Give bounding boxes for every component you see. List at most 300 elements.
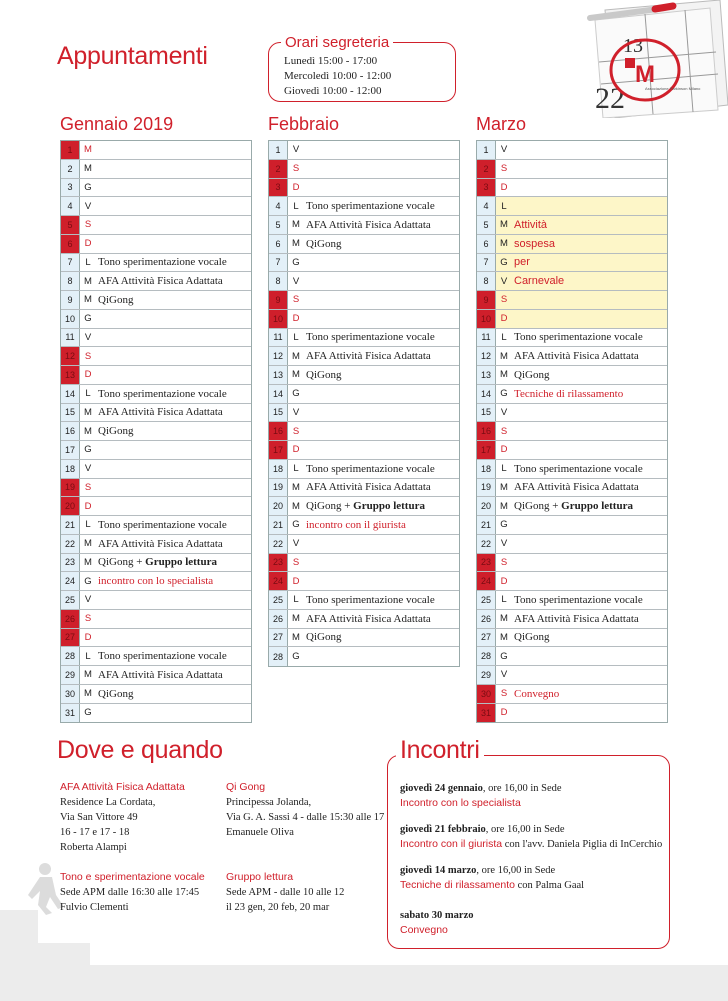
day-letter: V bbox=[292, 275, 300, 287]
day-event bbox=[96, 556, 217, 568]
day-letter: L bbox=[501, 463, 507, 475]
day-number: 5 bbox=[61, 216, 80, 234]
day-number: 6 bbox=[477, 235, 496, 253]
event-text: Tono sperimentazione vocale bbox=[306, 331, 435, 344]
info-line: Fulvio Clementi bbox=[60, 902, 129, 913]
day-event bbox=[512, 594, 643, 606]
day-letter: V bbox=[292, 406, 300, 418]
day-number: 27 bbox=[477, 629, 496, 647]
event-text: Tono sperimentazione vocale bbox=[514, 593, 643, 606]
day-number: 23 bbox=[477, 554, 496, 572]
day-letter: D bbox=[292, 444, 300, 456]
calendar-day-row bbox=[61, 441, 251, 460]
day-event bbox=[512, 369, 549, 381]
event-bold-text: Gruppo lettura bbox=[353, 500, 425, 513]
day-letter: G bbox=[84, 181, 92, 193]
meeting-item bbox=[400, 864, 584, 893]
day-number: 28 bbox=[269, 647, 288, 666]
event-bold-text: Gruppo lettura bbox=[561, 500, 633, 513]
calendar-day-row bbox=[269, 347, 459, 366]
day-number: 18 bbox=[269, 460, 288, 478]
calendar-day-row bbox=[477, 141, 667, 160]
day-number: 26 bbox=[269, 610, 288, 628]
info-line: Roberta Alampi bbox=[60, 842, 127, 853]
event-text: incontro con il giurista bbox=[306, 518, 406, 531]
event-text: per bbox=[514, 256, 530, 269]
day-letter: V bbox=[292, 538, 300, 550]
day-number: 26 bbox=[477, 610, 496, 628]
day-letter: M bbox=[292, 219, 300, 231]
day-event bbox=[304, 369, 341, 381]
event-text: QiGong bbox=[98, 687, 134, 700]
day-letter: G bbox=[292, 519, 300, 531]
calendar-day-row bbox=[61, 272, 251, 291]
calendar-day-row bbox=[269, 235, 459, 254]
day-letter: G bbox=[84, 707, 92, 719]
day-number: 6 bbox=[269, 235, 288, 253]
walking-figure-icon bbox=[28, 863, 64, 915]
day-number: 9 bbox=[269, 291, 288, 309]
day-event bbox=[96, 294, 133, 306]
calendar-day-row bbox=[269, 460, 459, 479]
calendar-day-row bbox=[477, 685, 667, 704]
day-letter: G bbox=[292, 651, 300, 663]
day-letter: M bbox=[84, 294, 92, 306]
calendar-day-row bbox=[477, 329, 667, 348]
day-number: 13 bbox=[477, 366, 496, 384]
day-number: 19 bbox=[477, 479, 496, 497]
day-event bbox=[512, 219, 547, 231]
day-letter: M bbox=[84, 669, 92, 681]
calendar-day-row bbox=[61, 404, 251, 423]
event-text: QiGong bbox=[306, 237, 342, 250]
calendar-day-row bbox=[61, 479, 251, 498]
day-event bbox=[96, 688, 133, 700]
meeting-item bbox=[400, 782, 562, 811]
calendar-day-row bbox=[477, 535, 667, 554]
day-letter: V bbox=[84, 463, 92, 475]
info-line: Residence La Cordata, bbox=[60, 797, 156, 808]
calendar-day-row bbox=[477, 235, 667, 254]
calendar-day-row bbox=[477, 591, 667, 610]
event-text: QiGong + bbox=[98, 556, 146, 569]
calendar-logo-illustration bbox=[585, 0, 728, 118]
calendar-day-row bbox=[61, 610, 251, 629]
calendar-day-row bbox=[269, 160, 459, 179]
meeting-extra: con l'avv. Daniela Piglia di InCerchio bbox=[502, 839, 663, 850]
day-letter: G bbox=[500, 650, 508, 662]
day-letter: M bbox=[84, 556, 92, 568]
event-text: Tecniche di rilassamento bbox=[514, 387, 624, 400]
day-number: 15 bbox=[269, 404, 288, 422]
month-title-february: Febbraio bbox=[268, 114, 340, 134]
calendar-day-row bbox=[61, 629, 251, 648]
calendar-day-row bbox=[269, 197, 459, 216]
event-text: AFA Attività Fisica Adattata bbox=[98, 275, 223, 288]
day-letter: G bbox=[292, 388, 300, 400]
day-number: 23 bbox=[269, 554, 288, 572]
calendar-day-row bbox=[61, 666, 251, 685]
event-text: QiGong bbox=[306, 368, 342, 381]
day-number: 20 bbox=[61, 497, 80, 515]
calendar-day-row bbox=[477, 347, 667, 366]
day-number: 27 bbox=[61, 629, 80, 647]
info-tono-title: Tono e sperimentazione vocale bbox=[60, 871, 205, 883]
meeting-time: , ore 16,00 in Sede bbox=[476, 865, 556, 876]
day-number: 22 bbox=[61, 535, 80, 553]
day-number: 24 bbox=[269, 572, 288, 590]
calendar-day-row bbox=[269, 441, 459, 460]
day-letter: D bbox=[500, 575, 508, 587]
calendar-day-row bbox=[477, 704, 667, 723]
day-letter: S bbox=[84, 613, 92, 625]
day-letter: M bbox=[84, 406, 92, 418]
office-hours-title: Orari segreteria bbox=[281, 34, 393, 51]
day-letter: L bbox=[501, 200, 507, 212]
day-number: 30 bbox=[477, 685, 496, 703]
calendar-day-row bbox=[477, 422, 667, 441]
office-hours-line: Giovedì 10:00 - 12:00 bbox=[284, 85, 382, 97]
day-number: 20 bbox=[477, 497, 496, 515]
calendar-day-row bbox=[269, 422, 459, 441]
calendar-day-row bbox=[61, 235, 251, 254]
day-number: 26 bbox=[61, 610, 80, 628]
calendar-day-row bbox=[477, 179, 667, 198]
calendar-day-row bbox=[61, 460, 251, 479]
calendar-day-row bbox=[269, 554, 459, 573]
day-letter: S bbox=[84, 219, 92, 231]
page-title: Appuntamenti bbox=[57, 42, 208, 70]
event-text: Tono sperimentazione vocale bbox=[98, 518, 227, 531]
meeting-date: giovedì 24 gennaio bbox=[400, 783, 483, 794]
calendar-day-row bbox=[477, 385, 667, 404]
day-number: 21 bbox=[61, 516, 80, 534]
calendar-day-row bbox=[61, 704, 251, 723]
event-text: AFA Attività Fisica Adattata bbox=[306, 350, 431, 363]
day-number: 9 bbox=[477, 291, 496, 309]
day-number: 28 bbox=[61, 647, 80, 665]
day-number: 29 bbox=[61, 666, 80, 684]
event-text: Tono sperimentazione vocale bbox=[306, 200, 435, 213]
calendar-day-row bbox=[61, 516, 251, 535]
day-number: 9 bbox=[61, 291, 80, 309]
day-number: 4 bbox=[477, 197, 496, 215]
day-letter: G bbox=[84, 575, 92, 587]
day-letter: D bbox=[84, 369, 92, 381]
day-event bbox=[304, 200, 435, 212]
day-letter: D bbox=[500, 181, 508, 193]
event-text: QiGong bbox=[98, 425, 134, 438]
event-text: Convegno bbox=[514, 687, 560, 700]
calendar-day-row bbox=[477, 666, 667, 685]
calendar-march bbox=[476, 140, 668, 723]
day-letter: V bbox=[84, 200, 92, 212]
day-event bbox=[512, 463, 643, 475]
day-event bbox=[96, 538, 223, 550]
day-letter: G bbox=[292, 256, 300, 268]
calendar-day-row bbox=[61, 329, 251, 348]
day-letter: S bbox=[292, 556, 300, 568]
day-event bbox=[304, 350, 431, 362]
calendar-day-row bbox=[477, 197, 667, 216]
calendar-day-row bbox=[477, 610, 667, 629]
calendar-day-row bbox=[477, 404, 667, 423]
day-number: 25 bbox=[477, 591, 496, 609]
day-letter: M bbox=[500, 500, 508, 512]
day-event bbox=[512, 275, 564, 287]
day-letter: M bbox=[292, 500, 300, 512]
calendar-day-row bbox=[269, 141, 459, 160]
calendar-day-row bbox=[269, 404, 459, 423]
event-text: QiGong bbox=[514, 368, 550, 381]
calendar-day-row bbox=[477, 572, 667, 591]
day-event bbox=[96, 519, 227, 531]
day-event bbox=[304, 238, 341, 250]
day-number: 7 bbox=[61, 254, 80, 272]
day-number: 2 bbox=[269, 160, 288, 178]
calendar-day-row bbox=[269, 366, 459, 385]
day-letter: M bbox=[84, 425, 92, 437]
day-letter: L bbox=[293, 331, 299, 343]
day-letter: L bbox=[85, 519, 91, 531]
event-text: Tono sperimentazione vocale bbox=[514, 331, 643, 344]
calendar-day-row bbox=[269, 385, 459, 404]
day-number: 17 bbox=[61, 441, 80, 459]
day-letter: D bbox=[292, 575, 300, 587]
day-event bbox=[96, 669, 223, 681]
day-letter: L bbox=[85, 388, 91, 400]
day-number: 23 bbox=[61, 554, 80, 572]
day-number: 16 bbox=[269, 422, 288, 440]
day-letter: G bbox=[500, 519, 508, 531]
day-letter: S bbox=[500, 425, 508, 437]
event-text: Carnevale bbox=[514, 275, 565, 288]
day-event bbox=[512, 500, 633, 512]
day-letter: V bbox=[500, 275, 508, 287]
day-letter: G bbox=[500, 388, 508, 400]
day-number: 3 bbox=[269, 179, 288, 197]
event-text: AFA Attività Fisica Adattata bbox=[306, 612, 431, 625]
day-letter: S bbox=[500, 688, 508, 700]
event-text: AFA Attività Fisica Adattata bbox=[98, 537, 223, 550]
day-number: 1 bbox=[477, 141, 496, 159]
day-letter: D bbox=[84, 500, 92, 512]
day-event bbox=[512, 631, 549, 643]
day-number: 16 bbox=[477, 422, 496, 440]
event-text: Tono sperimentazione vocale bbox=[98, 387, 227, 400]
calendar-day-row bbox=[61, 310, 251, 329]
day-letter: M bbox=[500, 350, 508, 362]
calendar-day-row bbox=[269, 272, 459, 291]
day-number: 19 bbox=[61, 479, 80, 497]
day-letter: S bbox=[292, 425, 300, 437]
day-number: 22 bbox=[477, 535, 496, 553]
day-number: 29 bbox=[477, 666, 496, 684]
day-letter: M bbox=[500, 481, 508, 493]
day-event bbox=[304, 219, 431, 231]
event-text: QiGong bbox=[306, 631, 342, 644]
day-letter: M bbox=[84, 275, 92, 287]
event-text: Tono sperimentazione vocale bbox=[306, 462, 435, 475]
day-letter: M bbox=[84, 163, 92, 175]
calendar-day-row bbox=[269, 179, 459, 198]
day-letter: M bbox=[84, 688, 92, 700]
info-afa bbox=[60, 780, 185, 855]
day-letter: L bbox=[85, 256, 91, 268]
calendar-day-row bbox=[61, 535, 251, 554]
meeting-desc: Incontro con il giurista bbox=[400, 838, 503, 850]
calendar-day-row bbox=[269, 591, 459, 610]
day-number: 17 bbox=[269, 441, 288, 459]
day-number: 8 bbox=[61, 272, 80, 290]
calendar-day-row bbox=[269, 516, 459, 535]
day-event bbox=[512, 350, 639, 362]
calendar-day-row bbox=[477, 629, 667, 648]
calendar-january bbox=[60, 140, 252, 723]
day-letter: D bbox=[500, 707, 508, 719]
calendar-number-22: 22 bbox=[595, 82, 625, 115]
event-text: AFA Attività Fisica Adattata bbox=[514, 612, 639, 625]
info-line: 16 - 17 e 17 - 18 bbox=[60, 827, 130, 838]
calendar-day-row bbox=[61, 366, 251, 385]
day-number: 24 bbox=[61, 572, 80, 590]
day-letter: S bbox=[292, 294, 300, 306]
day-number: 27 bbox=[269, 629, 288, 647]
day-letter: S bbox=[84, 481, 92, 493]
day-number: 28 bbox=[477, 647, 496, 665]
calendar-day-row bbox=[269, 310, 459, 329]
calendar-day-row bbox=[477, 647, 667, 666]
day-letter: V bbox=[292, 144, 300, 156]
day-letter: L bbox=[293, 200, 299, 212]
calendar-day-row bbox=[269, 572, 459, 591]
day-letter: M bbox=[292, 350, 300, 362]
day-letter: V bbox=[500, 406, 508, 418]
event-text: AFA Attività Fisica Adattata bbox=[98, 668, 223, 681]
calendar-day-row bbox=[269, 479, 459, 498]
day-letter: M bbox=[292, 369, 300, 381]
day-number: 11 bbox=[269, 329, 288, 347]
day-number: 21 bbox=[477, 516, 496, 534]
info-line: Sede APM - dalle 10 alle 12 bbox=[226, 887, 345, 898]
day-number: 22 bbox=[269, 535, 288, 553]
info-line: Via San Vittore 49 bbox=[60, 812, 138, 823]
event-text: AFA Attività Fisica Adattata bbox=[514, 350, 639, 363]
event-bold-text: Gruppo lettura bbox=[145, 556, 217, 569]
calendar-day-row bbox=[269, 254, 459, 273]
day-event bbox=[512, 256, 530, 268]
day-letter: M bbox=[84, 144, 92, 156]
event-text: QiGong + bbox=[514, 500, 562, 513]
day-letter: L bbox=[85, 650, 91, 662]
calendar-day-row bbox=[269, 647, 459, 666]
info-line: Sede APM dalle 16:30 alle 17:45 bbox=[60, 887, 200, 898]
day-event bbox=[512, 688, 559, 700]
event-text: QiGong + bbox=[306, 500, 354, 513]
day-event bbox=[96, 575, 213, 587]
calendar-day-row bbox=[61, 347, 251, 366]
info-afa-title: AFA Attività Fisica Adattata bbox=[60, 781, 185, 793]
day-event bbox=[304, 481, 431, 493]
day-number: 14 bbox=[269, 385, 288, 403]
day-letter: L bbox=[501, 331, 507, 343]
meeting-date: giovedì 21 febbraio bbox=[400, 824, 486, 835]
calendar-day-row bbox=[61, 141, 251, 160]
calendar-number-13: 13 bbox=[623, 35, 643, 57]
day-letter: G bbox=[84, 313, 92, 325]
event-text: incontro con lo specialista bbox=[98, 575, 214, 588]
day-number: 2 bbox=[477, 160, 496, 178]
day-number: 11 bbox=[477, 329, 496, 347]
info-gruppo-lettura bbox=[226, 870, 344, 915]
calendar-day-row bbox=[61, 497, 251, 516]
calendar-day-row bbox=[477, 366, 667, 385]
day-letter: M bbox=[500, 613, 508, 625]
calendar-day-row bbox=[477, 310, 667, 329]
calendar-day-row bbox=[61, 422, 251, 441]
day-number: 10 bbox=[269, 310, 288, 328]
calendar-day-row bbox=[61, 572, 251, 591]
day-number: 11 bbox=[61, 329, 80, 347]
day-letter: M bbox=[500, 238, 508, 250]
day-number: 5 bbox=[269, 216, 288, 234]
calendar-february bbox=[268, 140, 460, 667]
calendar-day-row bbox=[477, 216, 667, 235]
meeting-date: sabato 30 marzo bbox=[400, 910, 474, 921]
day-letter: M bbox=[292, 613, 300, 625]
day-event bbox=[304, 500, 425, 512]
day-letter: V bbox=[500, 144, 508, 156]
day-letter: V bbox=[84, 331, 92, 343]
meeting-time: , ore 16,00 in Sede bbox=[485, 824, 565, 835]
calendar-day-row bbox=[61, 554, 251, 573]
day-number: 5 bbox=[477, 216, 496, 234]
event-text: Tono sperimentazione vocale bbox=[98, 650, 227, 663]
day-number: 25 bbox=[61, 591, 80, 609]
calendar-day-row bbox=[61, 179, 251, 198]
day-number: 18 bbox=[61, 460, 80, 478]
day-event bbox=[304, 331, 435, 343]
day-number: 21 bbox=[269, 516, 288, 534]
calendar-day-row bbox=[269, 610, 459, 629]
info-gruppo-title: Gruppo lettura bbox=[226, 871, 294, 883]
day-number: 4 bbox=[269, 197, 288, 215]
day-event bbox=[96, 388, 227, 400]
info-line: Emanuele Oliva bbox=[226, 827, 294, 838]
calendar-day-row bbox=[477, 554, 667, 573]
day-letter: M bbox=[84, 538, 92, 550]
meeting-desc: Incontro con lo specialista bbox=[400, 797, 521, 809]
day-number: 6 bbox=[61, 235, 80, 253]
calendar-day-row bbox=[477, 254, 667, 273]
day-letter: S bbox=[84, 350, 92, 362]
day-number: 2 bbox=[61, 160, 80, 178]
meeting-item bbox=[400, 823, 662, 852]
event-text: QiGong bbox=[514, 631, 550, 644]
event-text: QiGong bbox=[98, 293, 134, 306]
day-event bbox=[96, 425, 133, 437]
day-number: 12 bbox=[61, 347, 80, 365]
event-text: AFA Attività Fisica Adattata bbox=[306, 218, 431, 231]
day-letter: M bbox=[500, 369, 508, 381]
day-letter: V bbox=[500, 538, 508, 550]
calendar-day-row bbox=[61, 385, 251, 404]
day-number: 10 bbox=[477, 310, 496, 328]
event-text: Attività bbox=[514, 218, 548, 231]
day-event bbox=[512, 238, 555, 250]
day-letter: M bbox=[500, 219, 508, 231]
day-letter: V bbox=[500, 669, 508, 681]
